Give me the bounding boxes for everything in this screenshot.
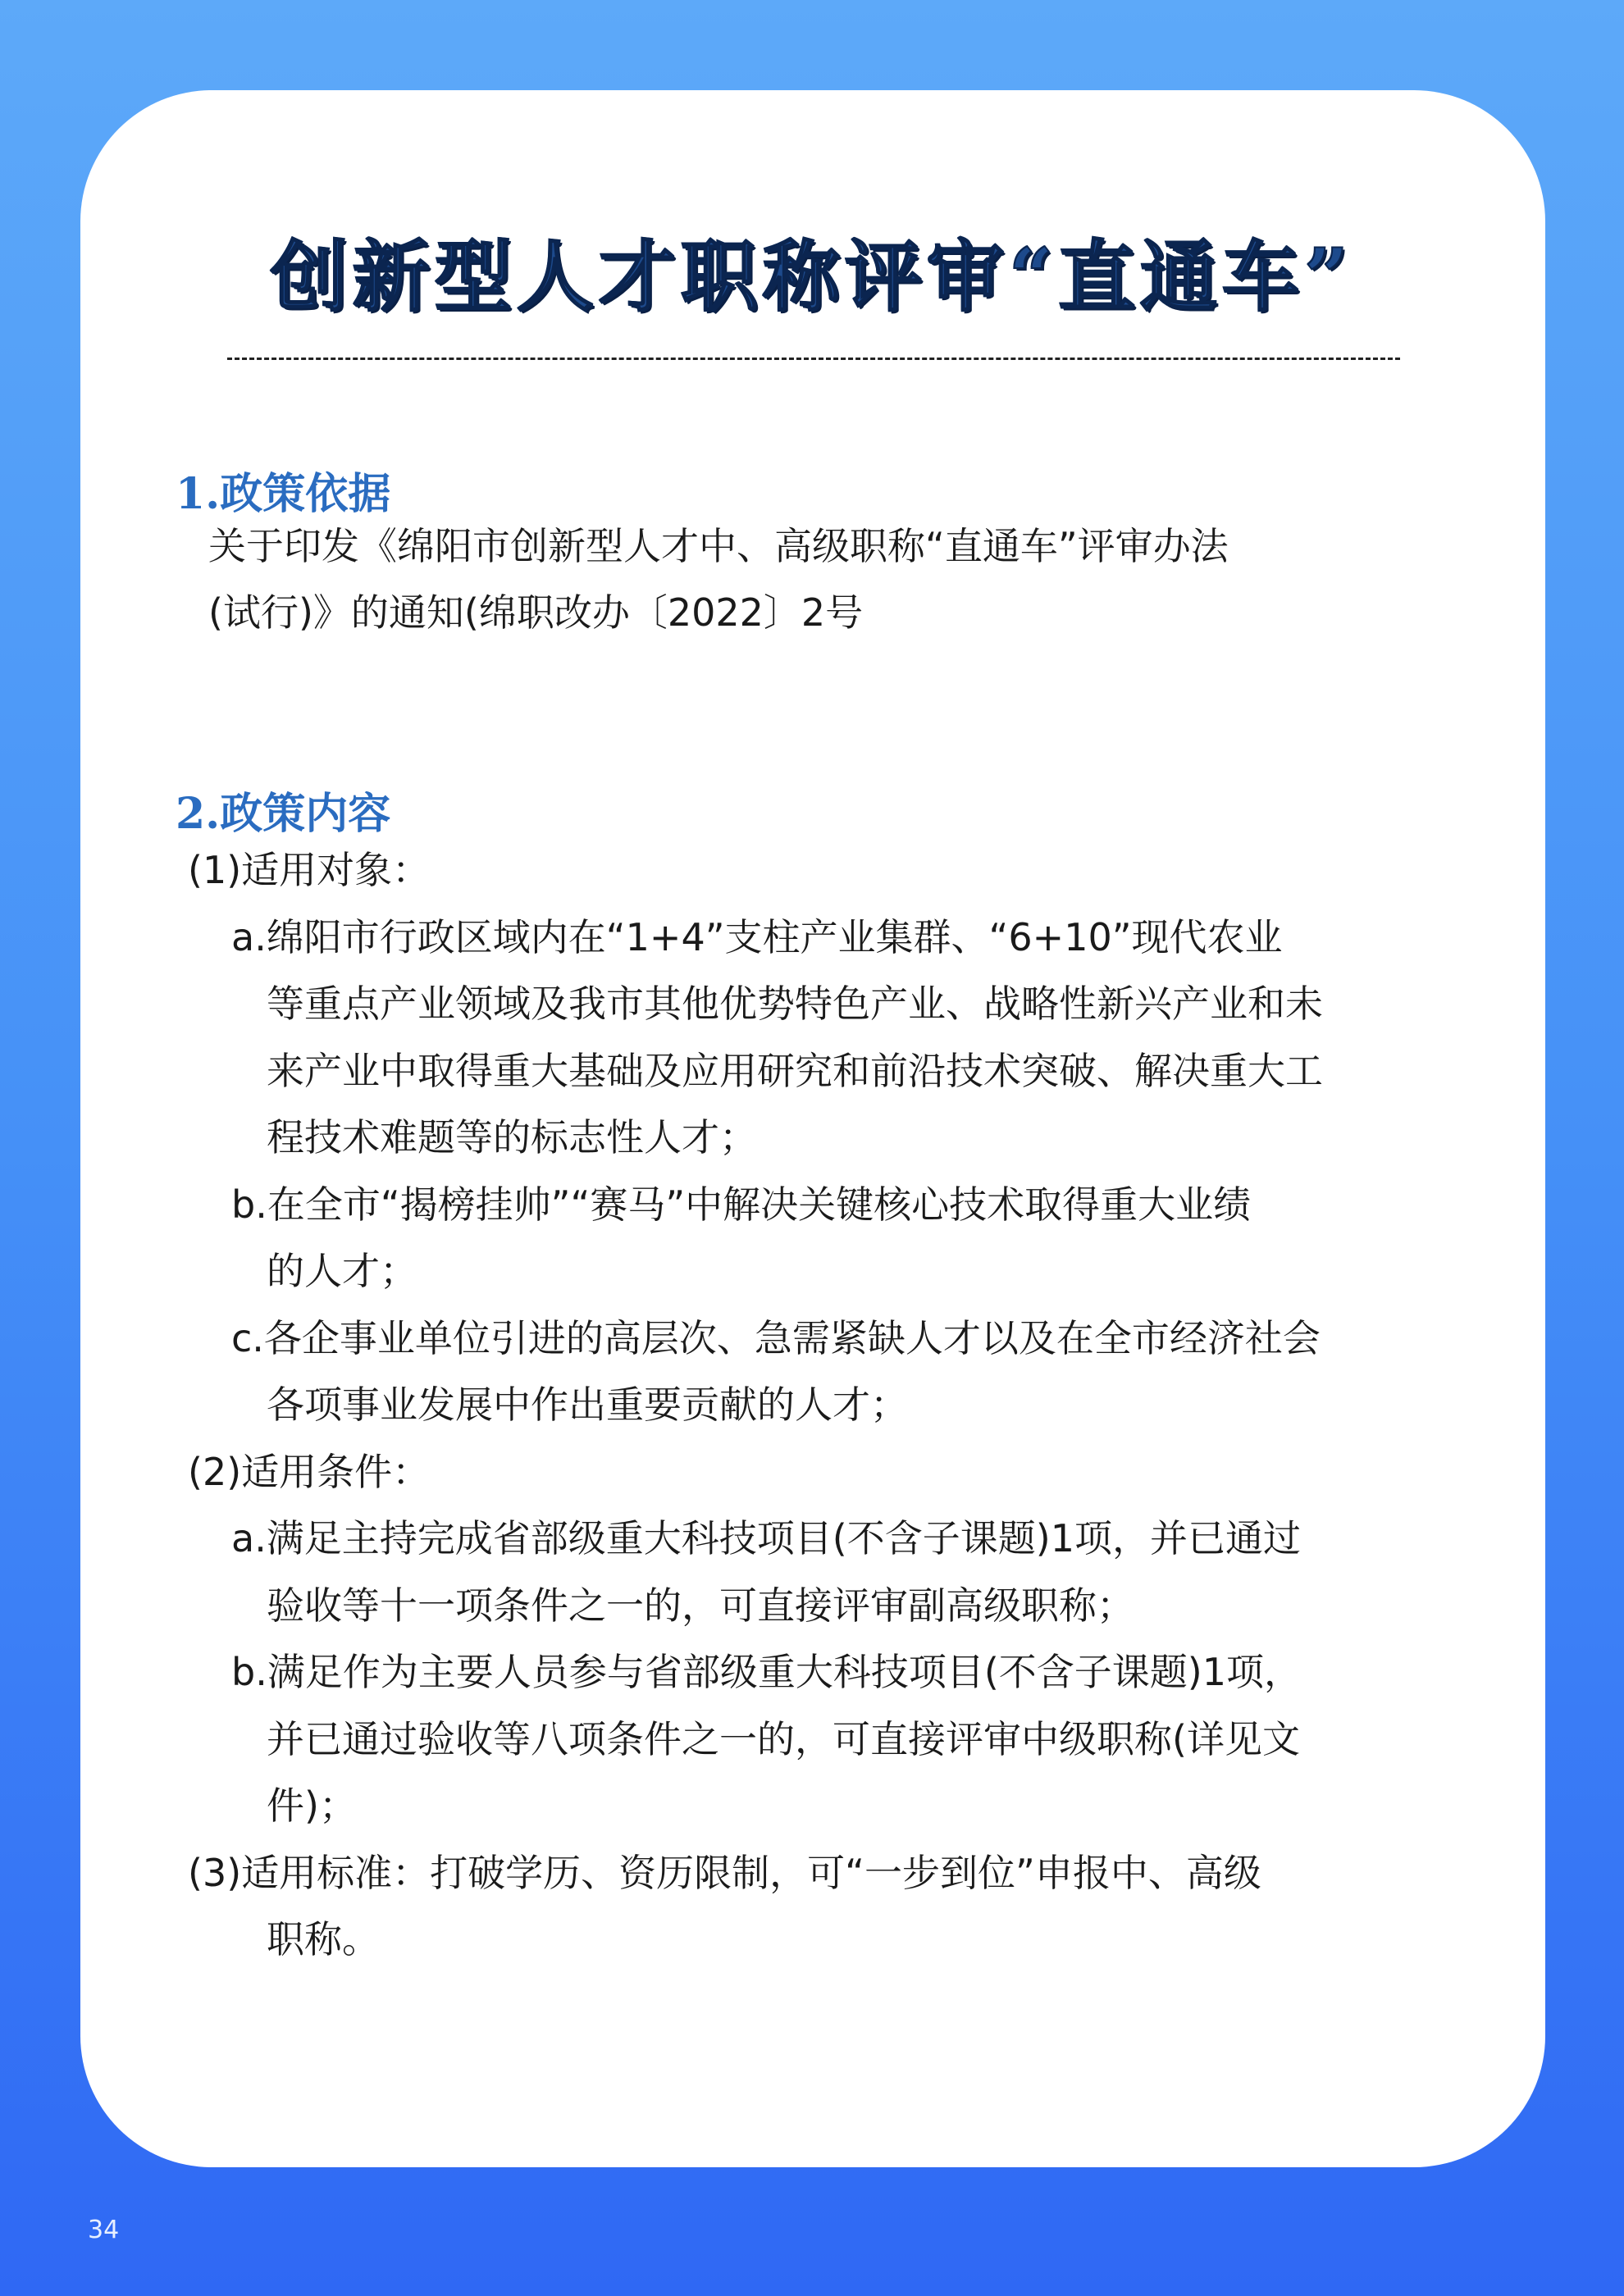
policy-content-line: 等重点产业领域及我市其他优势特色产业、战略性新兴产业和未 [267, 982, 1323, 1026]
page-title: 创新型人才职称评审“直通车” [270, 232, 1354, 322]
dashed-divider [227, 358, 1400, 360]
section-heading-policy-basis: 1.政策依据 [176, 469, 391, 519]
policy-content-line: 并已通过验收等八项条件之一的，可直接评审中级职称(详见文 [267, 1716, 1300, 1761]
policy-content-line: (2)适用条件： [188, 1449, 431, 1494]
section-heading-policy-content: 2.政策内容 [176, 789, 391, 839]
policy-content-line: b.满足作为主要人员参与省部级重大科技项目(不含子课题)1项， [231, 1650, 1302, 1694]
policy-content-line: (3)适用标准：打破学历、资历限制，可“一步到位”申报中、高级 [188, 1850, 1261, 1895]
policy-content-line: 验收等十一项条件之一的，可直接评审副高级职称； [267, 1583, 1134, 1628]
policy-content-line: (1)适用对象： [188, 848, 431, 892]
policy-content-line: 程技术难题等的标志性人才； [267, 1115, 757, 1159]
policy-content-line: 件)； [267, 1784, 357, 1828]
policy-content-line: 来产业中取得重大基础及应用研究和前沿技术突破、解决重大工 [267, 1048, 1323, 1093]
policy-basis-line: 关于印发《绵阳市创新型人才中、高级职称“直通车”评审办法 [208, 524, 1229, 568]
policy-content-line: c.各企事业单位引进的高层次、急需紧缺人才以及在全市经济社会 [231, 1315, 1321, 1360]
page-number: 34 [88, 2216, 120, 2244]
policy-content-line: 的人才； [267, 1249, 417, 1293]
policy-basis-line: (试行)》的通知(绵职改办〔2022〕2号 [208, 590, 864, 635]
policy-content-line: b.在全市“揭榜挂帅”“赛马”中解决关键核心技术取得重大业绩 [231, 1182, 1252, 1227]
policy-content-line: a.绵阳市行政区域内在“1+4”支柱产业集群、“6+10”现代农业 [231, 914, 1283, 959]
policy-content-line: 各项事业发展中作出重要贡献的人才； [267, 1383, 908, 1427]
policy-content-line: a.满足主持完成省部级重大科技项目(不含子课题)1项，并已通过 [231, 1516, 1301, 1560]
policy-content-line: 职称。 [267, 1917, 380, 1961]
